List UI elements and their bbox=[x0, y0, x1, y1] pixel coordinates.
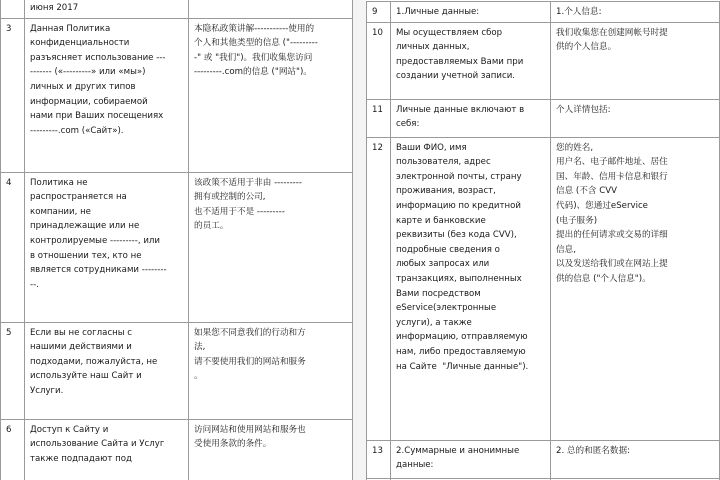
chinese-text: 如果您不同意我们的行动和方 法, 请不要使用我们的网站和服务 。 bbox=[189, 322, 353, 419]
chinese-text: 我们收集您在创建网帐号时提 供的个人信息。 bbox=[551, 22, 720, 99]
chinese-text bbox=[189, 0, 353, 18]
row-number: 9 bbox=[367, 2, 391, 23]
table-row bbox=[367, 2, 720, 23]
table-row bbox=[1, 419, 353, 480]
table-row bbox=[367, 99, 720, 137]
row-number bbox=[1, 0, 25, 18]
row-number: 12 bbox=[367, 137, 391, 440]
russian-text: июня 2017 bbox=[25, 0, 189, 18]
table-row bbox=[1, 322, 353, 419]
table-row bbox=[1, 0, 353, 18]
chinese-text: 访问网站和使用网站和服务也 受使用条款的条件。 bbox=[189, 419, 353, 480]
russian-text: Политика не распространяется на компании, не принадлежащие или не контролируемые ---------, или в отношении тех, кто не является сотрудниками -------- --. bbox=[25, 172, 189, 322]
right-translation-table bbox=[366, 1, 720, 480]
table-row bbox=[367, 22, 720, 99]
russian-text: Доступ к Сайту и использование Сайта и Услуг также подпадают под bbox=[25, 419, 189, 480]
russian-text: Мы осуществляем сбор личных данных, предоставляемых Вами при создании учетной записи. bbox=[391, 22, 551, 99]
left-document-page bbox=[0, 0, 353, 480]
table-row bbox=[1, 172, 353, 322]
chinese-text: 1.个人信息: bbox=[551, 2, 720, 23]
russian-text: 2.Суммарные и анонимные данные: bbox=[391, 440, 551, 478]
russian-text: 1.Личные данные: bbox=[391, 2, 551, 23]
chinese-text: 本隐私政策讲解-----------使用的 个人和其他类型的信息 ("--------- -" 或 "我们")。我们收集您访问 ---------.com的信息 ("网站")。 bbox=[189, 18, 353, 172]
chinese-text: 您的姓名, 用户名、电子邮件地址、居住 国、年龄、信用卡信息和银行 信息 (不含 CVV 代码)、您通过eService (电子服务) 提出的任何请求或交易的详细 信息, 以及发送给我们或在网站上提 供的信息 ("个人信息")。 bbox=[551, 137, 720, 440]
table-row bbox=[1, 18, 353, 172]
chinese-text: 该政策不适用于非由 --------- 拥有或控制的公司, 也不适用于不是 --------- 的员工。 bbox=[189, 172, 353, 322]
russian-text: Личные данные включают в себя: bbox=[391, 99, 551, 137]
chinese-text: 个人详情包括: bbox=[551, 99, 720, 137]
table-row bbox=[367, 440, 720, 478]
row-number: 4 bbox=[1, 172, 25, 322]
row-number: 5 bbox=[1, 322, 25, 419]
row-number: 13 bbox=[367, 440, 391, 478]
left-translation-table bbox=[0, 0, 353, 480]
chinese-text: 2. 总的和匿名数据: bbox=[551, 440, 720, 478]
row-number: 6 bbox=[1, 419, 25, 480]
row-number: 11 bbox=[367, 99, 391, 137]
row-number: 3 bbox=[1, 18, 25, 172]
russian-text: Если вы не согласны с нашими действиями и подходами, пожалуйста, не используйте наш Сайт и Услуги. bbox=[25, 322, 189, 419]
row-number: 10 bbox=[367, 22, 391, 99]
russian-text: Ваши ФИО, имя пользователя, адрес электронной почты, страну проживания, возраст, информацию по кредитной карте и банковские реквизиты (без кода CVV), подробные сведения о любых запросах или транзакциях, выполненных Вами посредством eService(электронные услуги), а также информацию, отправляемую нам, либо предоставляемую на Сайте "Личные данные"). bbox=[391, 137, 551, 440]
russian-text: Данная Политика конфиденциальности разъясняет использование --- ------- («---------» или «мы») личных и других типов информации, собираемой нами при Ваших посещениях ---------.com («Сайт»). bbox=[25, 18, 189, 172]
table-row bbox=[367, 137, 720, 440]
right-document-page bbox=[366, 0, 720, 480]
page-gutter bbox=[353, 0, 366, 480]
